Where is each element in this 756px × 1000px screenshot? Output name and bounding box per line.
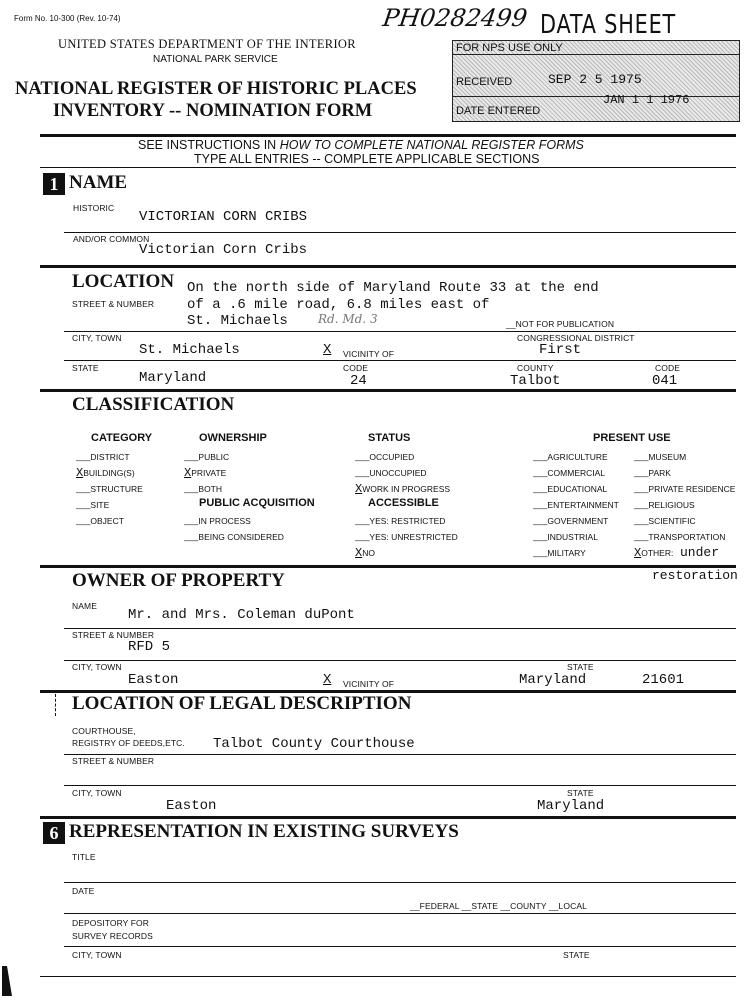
location-street-line3: St. Michaels [187, 313, 288, 329]
date-entered-stamp: JAN 1 1 1976 [603, 93, 690, 107]
checklist-label: SCIENTIFIC [648, 516, 696, 526]
checklist-label: ENTERTAINMENT [547, 500, 619, 510]
checklist-label: OBJECT [90, 516, 124, 526]
vicinity-label: VICINITY OF [343, 349, 395, 359]
checklist-item [533, 498, 619, 512]
common-name-value: Victorian Corn Cribs [139, 242, 308, 258]
checklist-item [355, 546, 375, 560]
checklist-item [355, 450, 414, 464]
survey-levels: __FEDERAL __STATE __COUNTY __LOCAL [410, 901, 587, 911]
survey-date-label: DATE [72, 886, 95, 896]
checklist-label: COMMERCIAL [547, 468, 606, 478]
checklist-mark: __ [533, 482, 548, 496]
checklist-mark: __ [355, 466, 370, 480]
other-use-value-2: restoration [652, 568, 738, 583]
section-title: NAME [69, 172, 128, 193]
checklist-label: SITE [90, 500, 110, 510]
legal-city-label: CITY, TOWN [72, 788, 122, 798]
handwritten-id: PH0282499 [381, 4, 529, 32]
checklist-mark: X [634, 546, 642, 560]
city-label: CITY, TOWN [72, 333, 122, 343]
legal-heading: LOCATION OF LEGAL DESCRIPTION [72, 693, 412, 714]
instructions-line2: TYPE ALL ENTRIES -- COMPLETE APPLICABLE SECTIONS [194, 152, 540, 166]
checklist-mark: __ [634, 530, 649, 544]
owner-vicinity-label: VICINITY OF [343, 679, 395, 689]
checklist-item [634, 466, 671, 480]
county-code-value: 041 [652, 373, 678, 389]
survey-records-label: SURVEY RECORDS [72, 931, 153, 941]
county-value: Talbot [510, 373, 561, 389]
rule [64, 882, 736, 883]
rule [64, 913, 736, 914]
checklist-item [355, 482, 450, 496]
checklist-label: OTHER: [641, 548, 674, 558]
owner-state-label: STATE [567, 662, 594, 672]
checklist-mark: __ [184, 530, 199, 544]
checklist-mark: __ [533, 546, 548, 560]
location-street-line1: On the north side of Maryland Route 33 at the end [187, 280, 599, 296]
county-code-label: CODE [655, 363, 680, 373]
rule [64, 660, 736, 661]
checklist-mark: __ [184, 482, 199, 496]
checklist-mark: __ [76, 450, 91, 464]
instructions-line1 [138, 138, 584, 152]
checklist-mark: __ [533, 466, 548, 480]
checklist-label: UNOCCUPIED [369, 468, 427, 478]
legal-state-value: Maryland [537, 798, 605, 814]
owner-street-value: RFD 5 [128, 639, 171, 655]
checklist-item [184, 514, 251, 528]
handwritten-route-note: Rd. Md. 3 [318, 312, 378, 326]
checklist-mark: __ [634, 482, 649, 496]
checklist-item [184, 466, 226, 480]
section-surveys-heading [43, 821, 459, 844]
rule [40, 976, 736, 977]
checklist-label: BOTH [198, 484, 223, 494]
form-title-line1: NATIONAL REGISTER OF HISTORIC PLACES [15, 79, 417, 99]
rule [64, 232, 736, 233]
checklist-label: NO [362, 548, 375, 558]
legal-city-value: Easton [166, 798, 217, 814]
instructions-prefix: SEE INSTRUCTIONS IN [138, 138, 280, 152]
checklist-item [76, 498, 109, 512]
checklist-mark: __ [634, 466, 649, 480]
checklist-item [76, 466, 135, 480]
checklist-item [533, 482, 607, 496]
checklist-item [634, 498, 695, 512]
district-value: First [539, 342, 582, 358]
margin-mark [55, 694, 57, 716]
owner-street-label: STREET & NUMBER [72, 630, 155, 640]
vicinity-mark: X [323, 342, 332, 358]
rule [64, 331, 736, 332]
city-value: St. Michaels [139, 342, 240, 358]
checklist-label: GOVERNMENT [547, 516, 609, 526]
checklist-item [533, 530, 598, 544]
checklist-mark: __ [184, 514, 199, 528]
legal-street-label: STREET & NUMBER [72, 756, 155, 766]
other-use-value-1: under [680, 545, 720, 560]
checklist-item [184, 530, 284, 544]
checklist-label: BUILDING(S) [83, 468, 135, 478]
checklist-label: PRIVATE RESIDENCE [648, 484, 736, 494]
not-for-publication-label: NOT FOR PUBLICATION [515, 319, 615, 329]
received-label: RECEIVED [456, 76, 513, 88]
survey-city-label: CITY, TOWN [72, 950, 122, 960]
rule [40, 816, 736, 819]
rule [40, 565, 736, 568]
classification-heading: CLASSIFICATION [72, 394, 235, 415]
state-code-label: CODE [343, 363, 368, 373]
rule [64, 785, 736, 786]
owner-name-value: Mr. and Mrs. Coleman duPont [128, 607, 355, 623]
checklist-item [184, 482, 222, 496]
checklist-item [184, 450, 229, 464]
checklist-label: DISTRICT [90, 452, 130, 462]
checklist-item [533, 450, 608, 464]
owner-city-label: CITY, TOWN [72, 662, 122, 672]
rule [40, 167, 736, 168]
checklist-mark: __ [355, 450, 370, 464]
courthouse-label: COURTHOUSE, [72, 726, 136, 736]
owner-zip-value: 21601 [642, 672, 685, 688]
checklist-item [634, 530, 725, 544]
rule [40, 134, 736, 137]
owner-heading: OWNER OF PROPERTY [72, 570, 285, 591]
checklist-label: RELIGIOUS [648, 500, 695, 510]
checklist-label: OCCUPIED [369, 452, 415, 462]
checklist-item [76, 482, 143, 496]
location-street-line2: of a .6 mile road, 6.8 miles east of [187, 297, 490, 313]
checklist-mark: __ [355, 530, 370, 544]
rule [64, 360, 736, 361]
courthouse-value: Talbot County Courthouse [213, 736, 415, 752]
checklist-item [533, 514, 608, 528]
owner-name-label: NAME [72, 601, 97, 611]
checklist-item [355, 514, 445, 528]
checklist-mark: __ [533, 514, 548, 528]
checklist-label: WORK IN PROGRESS [362, 484, 451, 494]
checklist-item [533, 546, 586, 560]
section-number: 1 [43, 173, 65, 195]
checklist-label: PARK [648, 468, 671, 478]
instructions-reference: HOW TO COMPLETE NATIONAL REGISTER FORMS [279, 138, 584, 152]
owner-state-value: Maryland [519, 672, 587, 688]
checklist-mark: X [184, 466, 192, 480]
rule [40, 265, 736, 268]
checklist-item [76, 514, 124, 528]
status-heading: STATUS [368, 432, 411, 444]
acquisition-heading: PUBLIC ACQUISITION [199, 497, 315, 509]
form-title-line2: INVENTORY -- NOMINATION FORM [53, 101, 373, 121]
checklist-label: YES: UNRESTRICTED [369, 532, 458, 542]
service-name: NATIONAL PARK SERVICE [153, 54, 278, 65]
checklist-label: MUSEUM [648, 452, 687, 462]
survey-title-label: TITLE [72, 852, 96, 862]
data-sheet-title: DATA SHEET [540, 10, 677, 40]
checklist-item [355, 530, 458, 544]
owner-city-value: Easton [128, 672, 179, 688]
ownership-heading: OWNERSHIP [199, 432, 267, 444]
checklist-label: PUBLIC [198, 452, 230, 462]
checklist-mark: __ [533, 498, 548, 512]
checklist-label: MILITARY [547, 548, 586, 558]
accessible-heading: ACCESSIBLE [368, 497, 439, 509]
checklist-item [634, 450, 686, 464]
present-use-heading: PRESENT USE [593, 432, 671, 444]
checklist-mark: X [76, 466, 84, 480]
location-heading: LOCATION [72, 271, 175, 292]
section-number: 6 [43, 822, 65, 844]
checklist-label: STRUCTURE [90, 484, 143, 494]
checklist-label: YES: RESTRICTED [369, 516, 446, 526]
not-for-publication: __NOT FOR PUBLICATION [506, 319, 615, 329]
nps-use-label: FOR NPS USE ONLY [456, 42, 563, 54]
date-entered-label: DATE ENTERED [456, 105, 541, 117]
checklist-mark: __ [76, 514, 91, 528]
rule [64, 946, 736, 947]
nps-use-box [452, 40, 740, 122]
section-title: REPRESENTATION IN EXISTING SURVEYS [69, 821, 459, 842]
section-name-heading [43, 172, 127, 195]
scan-edge-mark [2, 966, 12, 996]
checklist-item [76, 450, 130, 464]
checklist-mark: __ [533, 450, 548, 464]
checklist-item [533, 466, 605, 480]
checklist-mark: __ [634, 514, 649, 528]
congressional-district-label: CONGRESSIONAL DISTRICT [517, 333, 635, 343]
checklist-label: IN PROCESS [198, 516, 251, 526]
checklist-mark: __ [533, 530, 548, 544]
checklist-item [634, 482, 735, 496]
checklist-mark: X [355, 482, 363, 496]
rule [40, 389, 736, 392]
historic-label: HISTORIC [73, 203, 115, 213]
received-stamp: SEP 2 5 1975 [548, 72, 642, 87]
legal-state-label: STATE [567, 788, 594, 798]
checklist-mark: __ [184, 450, 199, 464]
checklist-label: EDUCATIONAL [547, 484, 608, 494]
survey-state-label: STATE [563, 950, 590, 960]
checklist-mark: X [355, 546, 363, 560]
historic-name-value: VICTORIAN CORN CRIBS [139, 209, 308, 225]
checklist-label: AGRICULTURE [547, 452, 608, 462]
checklist-mark: __ [76, 498, 91, 512]
checklist-label: BEING CONSIDERED [198, 532, 284, 542]
rule [64, 628, 736, 629]
checklist-item [355, 466, 427, 480]
form-number: Form No. 10-300 (Rev. 10-74) [14, 14, 121, 23]
checklist-mark: __ [355, 514, 370, 528]
rule [64, 754, 736, 755]
checklist-mark: __ [76, 482, 91, 496]
common-name-label: AND/OR COMMON [73, 234, 150, 244]
registry-label: REGISTRY OF DEEDS,ETC. [72, 738, 185, 748]
county-label: COUNTY [517, 363, 554, 373]
checklist-item [634, 546, 673, 560]
owner-vicinity-mark: X [323, 672, 332, 688]
checklist-mark: __ [634, 450, 649, 464]
category-heading: CATEGORY [91, 432, 153, 444]
depository-label: DEPOSITORY FOR [72, 918, 149, 928]
checklist-label: TRANSPORTATION [648, 532, 726, 542]
checklist-label: PRIVATE [191, 468, 227, 478]
checklist-item [634, 514, 696, 528]
state-label: STATE [72, 363, 99, 373]
state-value: Maryland [139, 370, 207, 386]
street-number-label: STREET & NUMBER [72, 299, 155, 309]
department-name: UNITED STATES DEPARTMENT OF THE INTERIOR [58, 37, 356, 51]
checklist-label: INDUSTRIAL [547, 532, 598, 542]
state-code-value: 24 [350, 373, 367, 389]
checklist-mark: __ [634, 498, 649, 512]
